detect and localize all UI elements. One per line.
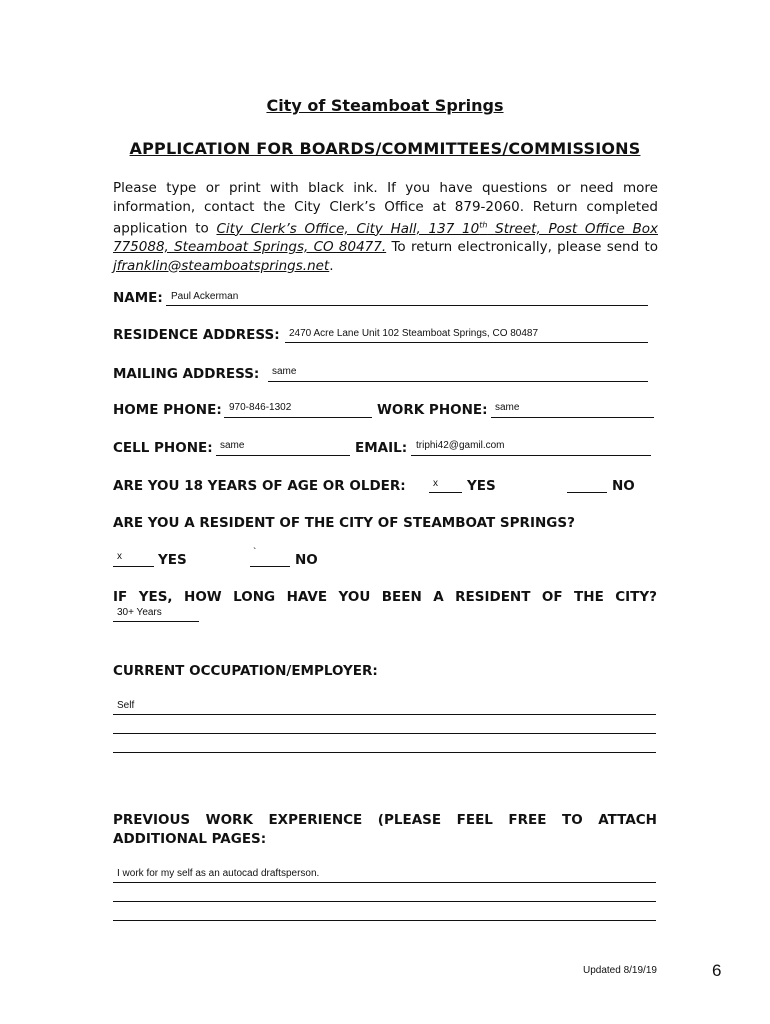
work-phone-label: WORK PHONE: [377,402,488,418]
age-yes-line [429,492,462,493]
page-number: 6 [712,961,722,980]
address-line-b: Street, Post Office Box 775088, Steamboat Springs, CO 80477. [113,220,658,255]
cell-phone-line [216,455,350,456]
updated-date: Updated 8/19/19 [583,965,657,976]
age-yes-label: YES [467,478,496,494]
how-long-field[interactable]: 30+ Years [117,607,162,618]
city-title: City of Steamboat Springs [266,96,504,115]
how-long-question-label: IF YES, HOW LONG HAVE YOU BEEN A RESIDENT OF THE CITY? [113,589,657,605]
residence-address-field[interactable]: 2470 Acre Lane Unit 102 Steamboat Springs, CO 80487 [289,328,539,339]
instructions-paragraph [113,179,658,275]
resident-yes-label: YES [158,552,187,568]
mailing-address-label: MAILING ADDRESS: [113,366,260,382]
address-line-a: City Clerk’s Office, City Hall, 137 10 [216,220,480,237]
age-no-label: NO [612,478,635,494]
experience-line-1 [113,882,656,883]
home-phone-field[interactable]: 970-846-1302 [229,402,292,413]
residence-address-label: RESIDENCE ADDRESS: [113,327,280,343]
how-long-line [113,621,199,622]
email-label: EMAIL: [355,440,408,456]
experience-line-2[interactable] [113,901,656,902]
resident-no-label: NO [295,552,318,568]
resident-no-checkbox[interactable]: ` [253,547,257,558]
work-phone-line [491,417,654,418]
work-phone-field[interactable]: same [495,402,520,413]
occupation-line-1 [113,714,656,715]
experience-label-line1: PREVIOUS WORK EXPERIENCE (PLEASE FEEL FREE TO ATTACH [113,812,657,828]
age-question-label: ARE YOU 18 YEARS OF AGE OR OLDER: [113,478,406,494]
occupation-line-3[interactable] [113,752,656,753]
home-phone-label: HOME PHONE: [113,402,222,418]
occupation-line-2[interactable] [113,733,656,734]
experience-label-line2: ADDITIONAL PAGES: [113,831,267,847]
resident-yes-checkbox[interactable]: x [117,551,122,562]
home-phone-line [224,417,372,418]
experience-field[interactable]: I work for my self as an autocad draftsperson. [117,868,320,879]
application-title: APPLICATION FOR BOARDS/COMMITTEES/COMMISSIONS [129,139,641,158]
email-line [411,455,651,456]
address-superscript: th [479,220,488,229]
resident-yes-line [113,566,154,567]
instructions-text-3: . [329,257,334,274]
age-no-line[interactable] [567,492,607,493]
name-label: NAME: [113,290,163,306]
experience-line-3[interactable] [113,920,656,921]
resident-question-label: ARE YOU A RESIDENT OF THE CITY OF STEAMBOAT SPRINGS? [113,515,575,531]
mailing-address-line [268,381,648,382]
mailing-address-field[interactable]: same [272,366,297,377]
name-line [166,305,648,306]
email-field[interactable]: triphi42@gamil.com [416,440,505,451]
occupation-field[interactable]: Self [117,700,135,711]
cell-phone-label: CELL PHONE: [113,440,213,456]
clerk-email-link[interactable]: jfranklin@steamboatsprings.net [113,257,330,274]
cell-phone-field[interactable]: same [220,440,245,451]
name-field[interactable]: Paul Ackerman [171,291,239,302]
instructions-text-2: To return electronically, please send to [386,239,659,255]
age-yes-checkbox[interactable]: x [433,478,438,489]
resident-no-line [250,566,290,567]
instructions-text-1: Please type or print with black ink. If you have questions or need more information, contact the City Clerk’s Office at 879-2060. Return completed application to [113,180,658,237]
occupation-label: CURRENT OCCUPATION/EMPLOYER: [113,663,378,679]
residence-address-line [285,342,648,343]
